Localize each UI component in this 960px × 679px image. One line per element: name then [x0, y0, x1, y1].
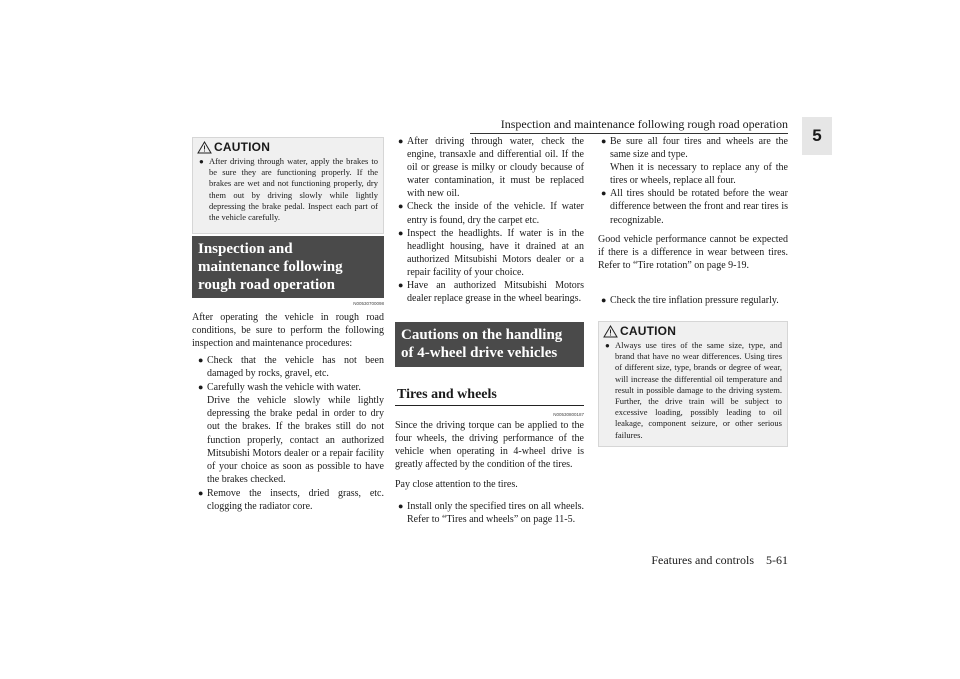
list-item-text: Have an authorized Mitsubishi Motors dealer replace grease in the wheel bearings. [407, 280, 584, 305]
chapter-tab: 5 [802, 117, 832, 155]
caution-text: After driving through water, apply the brakes to be sure they are functioning properly. If the brakes are wet and not functioning properly, dry them out by driving slowly while lightly depressing the brake pedal. Inspect each part of the vehicle carefully. [209, 156, 378, 223]
list-item [601, 187, 788, 226]
list-item [198, 381, 384, 486]
caution-item [193, 156, 383, 223]
bullet-icon: ● [398, 501, 404, 511]
caution-header [193, 138, 383, 156]
tires-list-continued [601, 135, 788, 227]
tire-wear-para: Good vehicle performance cannot be expected if there is a difference in wear between tires. Refer to “Tire rotation” on page 9-19. [598, 234, 788, 272]
list-item-text [207, 381, 384, 486]
list-item-main: Carefully wash the vehicle with water. [207, 382, 361, 394]
list-item-text: All tires should be rotated before the wear difference between the front and rear tires is recognizable. [610, 188, 788, 226]
list-item-text: Install only the specified tires on all wheels. Refer to “Tires and wheels” on page 11-5. [407, 501, 584, 526]
list-item [198, 354, 384, 380]
section-title-tires: Tires and wheels [395, 386, 584, 406]
list-item-main: Be sure all four tires and wheels are the same size and type. [610, 136, 788, 161]
bullet-icon: ● [605, 341, 610, 350]
list-item-text: Check that the vehicle has not been damaged by rocks, gravel, etc. [207, 355, 384, 380]
bullet-icon: ● [398, 280, 404, 291]
caution-item [599, 340, 787, 441]
page-footer: Features and controls 5-61 [651, 553, 788, 567]
list-item [398, 500, 584, 526]
list-item-text: Check the tire inflation pressure regularly. [610, 295, 779, 306]
bullet-icon: ● [398, 201, 404, 212]
list-item [398, 279, 584, 305]
list-item [601, 135, 788, 187]
tire-pressure-list [601, 294, 788, 307]
list-item [398, 135, 584, 200]
caution-box-tires [598, 321, 788, 447]
list-item-detail: When it is necessary to replace any of the tires or wheels, replace all four. [610, 162, 788, 187]
caution-label: CAUTION [620, 324, 677, 338]
list-item-text: Inspect the headlights. If water is in the headlight housing, have it drained at an authorized Mitsubishi Motors dealer or a repair facility of your choice. [407, 227, 584, 278]
water-check-list [398, 135, 584, 305]
list-item [198, 487, 384, 513]
bullet-icon: ● [601, 295, 607, 305]
tires-para-2: Pay close attention to the tires. [395, 479, 518, 490]
section-code: N00530700098 [353, 301, 384, 306]
header-rule [470, 133, 788, 134]
list-item-text: Remove the insects, dried grass, etc. clogging the radiator core. [207, 487, 384, 513]
bullet-icon: ● [398, 227, 404, 238]
bullet-icon: ● [199, 157, 204, 166]
bullet-icon: ● [601, 188, 607, 199]
bullet-icon: ● [198, 355, 204, 365]
warning-triangle-icon [603, 325, 618, 338]
section-intro: After operating the vehicle in rough road conditions, be sure to perform the following inspection and maintenance procedures: [192, 312, 384, 350]
list-item [601, 294, 788, 307]
tires-list [398, 500, 584, 526]
running-header: Inspection and maintenance following rough road operation [500, 117, 788, 131]
list-item-text: Check the inside of the vehicle. If water entry is found, dry the carpet etc. [407, 201, 584, 226]
section-title-4wd: Cautions on the handling of 4-wheel drive vehicles [395, 322, 584, 367]
list-item-text [610, 135, 788, 187]
caution-header [599, 322, 787, 340]
caution-label: CAUTION [214, 140, 271, 154]
bullet-icon: ● [398, 136, 404, 146]
caution-box-brakes [192, 137, 384, 234]
list-item [398, 227, 584, 279]
list-item-text: After driving through water, check the engine, transaxle and differential oil. If the oil or grease is milky or cloudy because of water contamination, it must be replaced with new oil. [407, 136, 584, 200]
inspection-list [198, 354, 384, 513]
caution-text: Always use tires of the same size, type, and brand that have no wear differences. Using tires of different size, type, brands or degree of wear, will increase the differential oil temperature and result in possible damage to the driving system. Further, the drive train will be subject to excessive loading, possibly leading to oil leakage, component seizure, or other serious failures. [615, 340, 782, 440]
bullet-icon: ● [198, 487, 204, 498]
bullet-icon: ● [601, 136, 607, 146]
list-item-detail: Drive the vehicle slowly while lightly depressing the brake pedal in order to dry out the brakes. If the brakes still do not function properly, contact an authorized Mitsubishi Motors dealer or a repair facility of your choice as soon as possible to have the brakes checked. [207, 395, 384, 485]
warning-triangle-icon [197, 141, 212, 154]
tires-para-1: Since the driving torque can be applied to the four wheels, the driving performance of the vehicle when operating in 4-wheel drive is greatly affected by the condition of the tires. [395, 420, 584, 471]
bullet-icon: ● [198, 382, 204, 393]
section-code: N00530800187 [553, 412, 584, 417]
section-title-inspection: Inspection and maintenance following rough road operation [192, 236, 384, 298]
list-item [398, 200, 584, 226]
